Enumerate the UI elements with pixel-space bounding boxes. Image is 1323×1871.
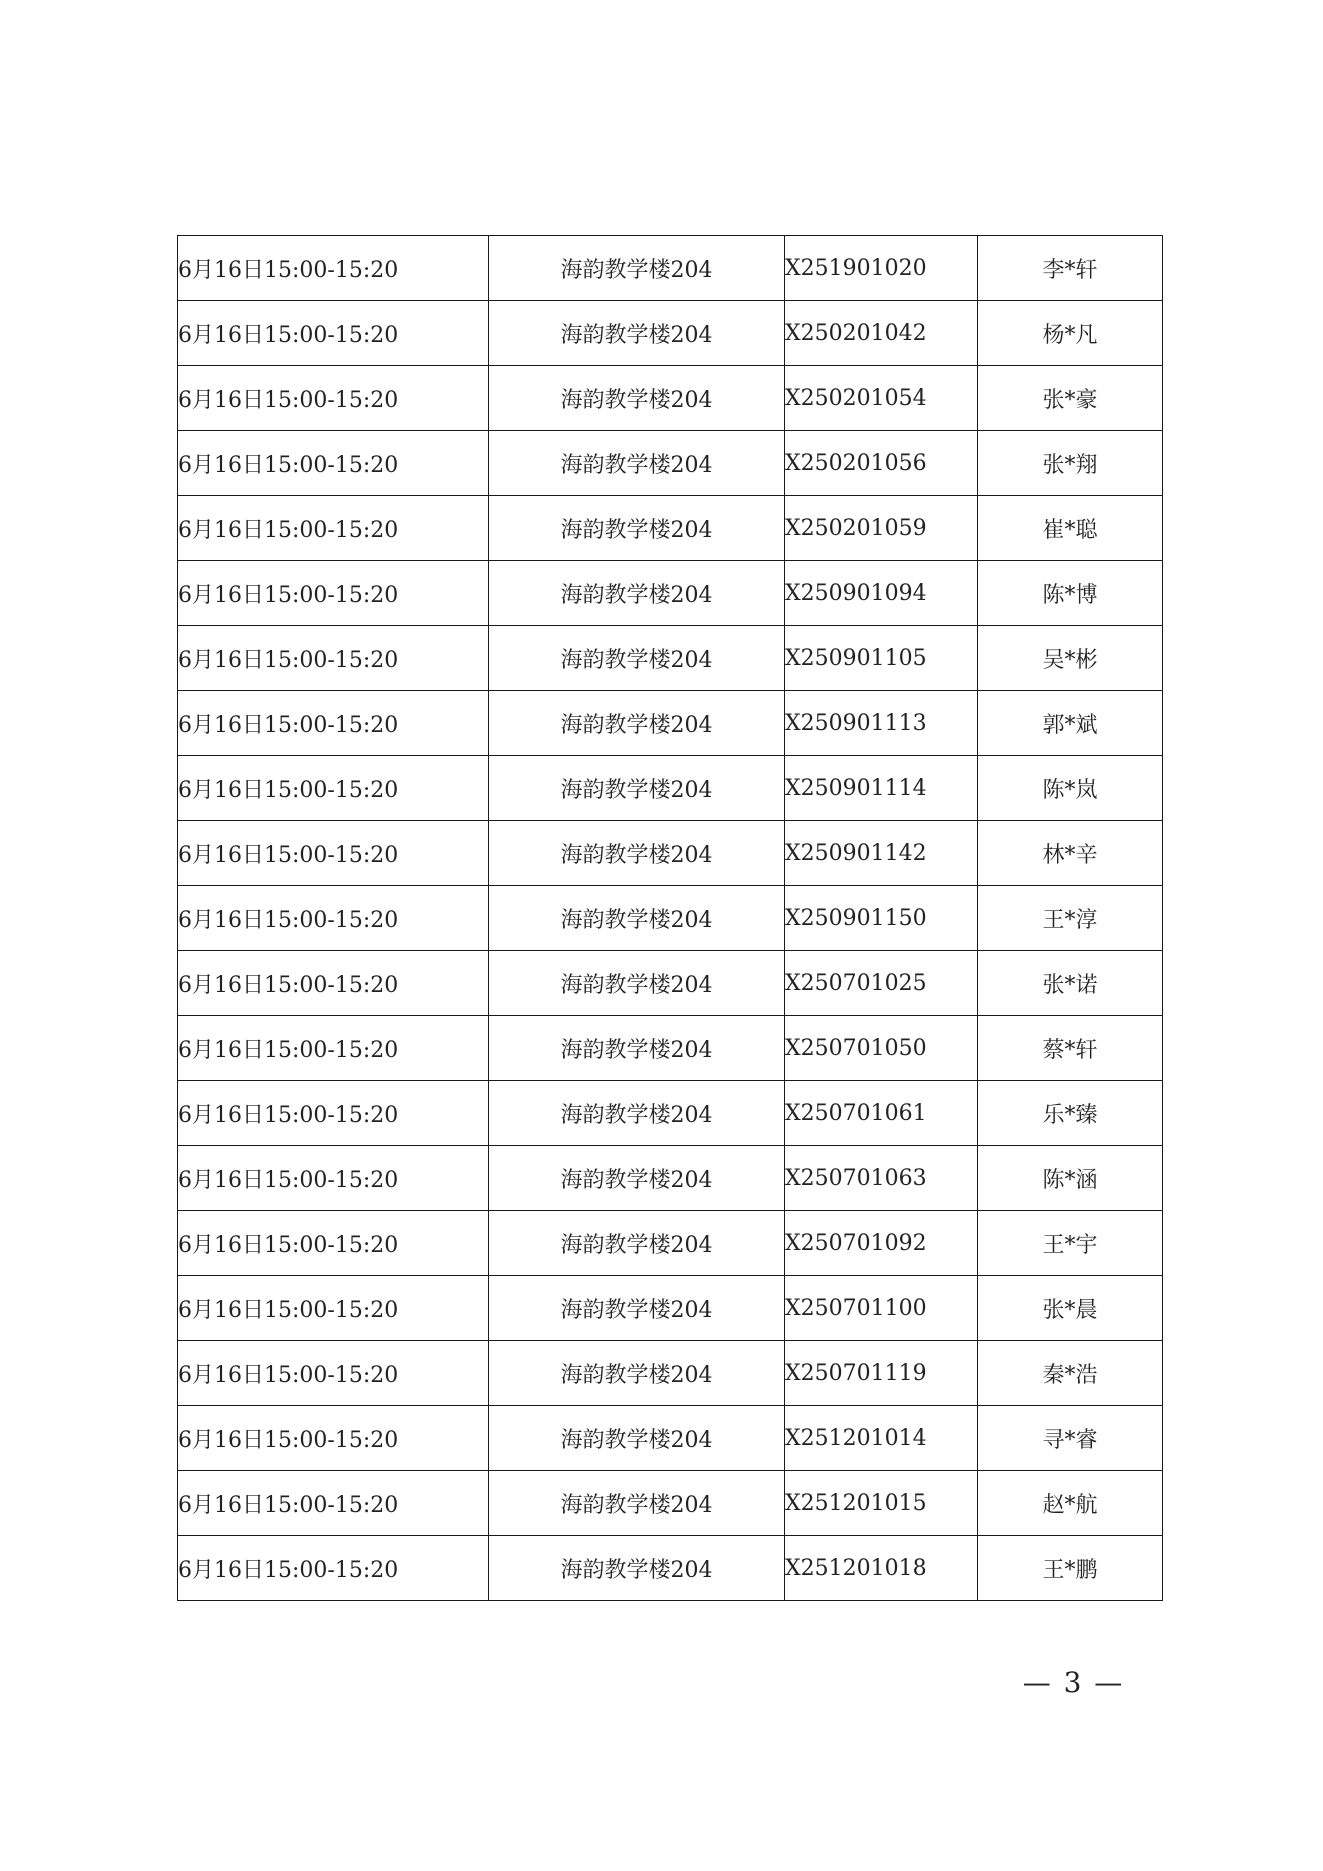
- table-row: [178, 1146, 1163, 1211]
- time-cell: 6月16日15:00-15:20: [178, 691, 489, 756]
- time-cell: 6月16日15:00-15:20: [178, 236, 489, 301]
- student-id-cell: X250901142: [785, 821, 978, 886]
- time-cell: 6月16日15:00-15:20: [178, 1146, 489, 1211]
- student-id-cell: X251901020: [785, 236, 978, 301]
- table-row: [178, 626, 1163, 691]
- student-name-cell: 蔡*轩: [978, 1016, 1163, 1081]
- student-id-cell: X250701119: [785, 1341, 978, 1406]
- student-id-cell: X251201014: [785, 1406, 978, 1471]
- table-row: [178, 496, 1163, 561]
- student-id-cell: X250701025: [785, 951, 978, 1016]
- table-row: [178, 366, 1163, 431]
- student-name-cell: 陈*岚: [978, 756, 1163, 821]
- table-row: [178, 886, 1163, 951]
- student-name-cell: 杨*凡: [978, 301, 1163, 366]
- room-cell: 海韵教学楼204: [489, 1406, 785, 1471]
- page-number: — 3 —: [1022, 1666, 1125, 1699]
- schedule-table-body: [178, 236, 1163, 1601]
- room-cell: 海韵教学楼204: [489, 1211, 785, 1276]
- student-name-cell: 郭*斌: [978, 691, 1163, 756]
- student-name-cell: 陈*涵: [978, 1146, 1163, 1211]
- student-name-cell: 秦*浩: [978, 1341, 1163, 1406]
- student-name-cell: 陈*博: [978, 561, 1163, 626]
- room-cell: 海韵教学楼204: [489, 366, 785, 431]
- student-name-cell: 张*翔: [978, 431, 1163, 496]
- student-id-cell: X250901150: [785, 886, 978, 951]
- student-id-cell: X251201018: [785, 1536, 978, 1601]
- time-cell: 6月16日15:00-15:20: [178, 496, 489, 561]
- student-name-cell: 寻*睿: [978, 1406, 1163, 1471]
- time-cell: 6月16日15:00-15:20: [178, 431, 489, 496]
- table-row: [178, 951, 1163, 1016]
- room-cell: 海韵教学楼204: [489, 496, 785, 561]
- student-id-cell: X250701100: [785, 1276, 978, 1341]
- time-cell: 6月16日15:00-15:20: [178, 886, 489, 951]
- time-cell: 6月16日15:00-15:20: [178, 626, 489, 691]
- table-row: [178, 1341, 1163, 1406]
- student-id-cell: X251201015: [785, 1471, 978, 1536]
- student-id-cell: X250701063: [785, 1146, 978, 1211]
- table-row: [178, 301, 1163, 366]
- room-cell: 海韵教学楼204: [489, 821, 785, 886]
- room-cell: 海韵教学楼204: [489, 1536, 785, 1601]
- room-cell: 海韵教学楼204: [489, 1341, 785, 1406]
- student-name-cell: 林*辛: [978, 821, 1163, 886]
- student-name-cell: 李*轩: [978, 236, 1163, 301]
- room-cell: 海韵教学楼204: [489, 301, 785, 366]
- room-cell: 海韵教学楼204: [489, 561, 785, 626]
- student-id-cell: X250901105: [785, 626, 978, 691]
- room-cell: 海韵教学楼204: [489, 236, 785, 301]
- time-cell: 6月16日15:00-15:20: [178, 756, 489, 821]
- time-cell: 6月16日15:00-15:20: [178, 1471, 489, 1536]
- student-name-cell: 王*鹏: [978, 1536, 1163, 1601]
- room-cell: 海韵教学楼204: [489, 1016, 785, 1081]
- table-row: [178, 1276, 1163, 1341]
- student-id-cell: X250901114: [785, 756, 978, 821]
- table-row: [178, 431, 1163, 496]
- room-cell: 海韵教学楼204: [489, 1276, 785, 1341]
- time-cell: 6月16日15:00-15:20: [178, 821, 489, 886]
- table-row: [178, 1081, 1163, 1146]
- room-cell: 海韵教学楼204: [489, 1146, 785, 1211]
- student-name-cell: 吴*彬: [978, 626, 1163, 691]
- student-name-cell: 赵*航: [978, 1471, 1163, 1536]
- student-id-cell: X250701050: [785, 1016, 978, 1081]
- table-row: [178, 1471, 1163, 1536]
- student-name-cell: 王*宇: [978, 1211, 1163, 1276]
- schedule-table: [177, 235, 1163, 1601]
- table-row: [178, 1016, 1163, 1081]
- time-cell: 6月16日15:00-15:20: [178, 1211, 489, 1276]
- student-name-cell: 张*豪: [978, 366, 1163, 431]
- student-id-cell: X250701061: [785, 1081, 978, 1146]
- room-cell: 海韵教学楼204: [489, 691, 785, 756]
- student-id-cell: X250201056: [785, 431, 978, 496]
- time-cell: 6月16日15:00-15:20: [178, 1276, 489, 1341]
- time-cell: 6月16日15:00-15:20: [178, 561, 489, 626]
- student-name-cell: 张*晨: [978, 1276, 1163, 1341]
- room-cell: 海韵教学楼204: [489, 886, 785, 951]
- room-cell: 海韵教学楼204: [489, 1471, 785, 1536]
- table-row: [178, 236, 1163, 301]
- student-id-cell: X250901094: [785, 561, 978, 626]
- time-cell: 6月16日15:00-15:20: [178, 1406, 489, 1471]
- table-row: [178, 691, 1163, 756]
- room-cell: 海韵教学楼204: [489, 951, 785, 1016]
- time-cell: 6月16日15:00-15:20: [178, 951, 489, 1016]
- time-cell: 6月16日15:00-15:20: [178, 1536, 489, 1601]
- time-cell: 6月16日15:00-15:20: [178, 301, 489, 366]
- table-row: [178, 561, 1163, 626]
- student-name-cell: 崔*聪: [978, 496, 1163, 561]
- student-id-cell: X250901113: [785, 691, 978, 756]
- student-id-cell: X250701092: [785, 1211, 978, 1276]
- student-id-cell: X250201054: [785, 366, 978, 431]
- time-cell: 6月16日15:00-15:20: [178, 1081, 489, 1146]
- room-cell: 海韵教学楼204: [489, 431, 785, 496]
- room-cell: 海韵教学楼204: [489, 756, 785, 821]
- student-id-cell: X250201059: [785, 496, 978, 561]
- time-cell: 6月16日15:00-15:20: [178, 1341, 489, 1406]
- room-cell: 海韵教学楼204: [489, 626, 785, 691]
- table-row: [178, 1536, 1163, 1601]
- table-row: [178, 1406, 1163, 1471]
- time-cell: 6月16日15:00-15:20: [178, 366, 489, 431]
- student-id-cell: X250201042: [785, 301, 978, 366]
- student-name-cell: 王*淳: [978, 886, 1163, 951]
- time-cell: 6月16日15:00-15:20: [178, 1016, 489, 1081]
- table-row: [178, 1211, 1163, 1276]
- student-name-cell: 乐*臻: [978, 1081, 1163, 1146]
- table-row: [178, 821, 1163, 886]
- room-cell: 海韵教学楼204: [489, 1081, 785, 1146]
- student-name-cell: 张*诺: [978, 951, 1163, 1016]
- table-row: [178, 756, 1163, 821]
